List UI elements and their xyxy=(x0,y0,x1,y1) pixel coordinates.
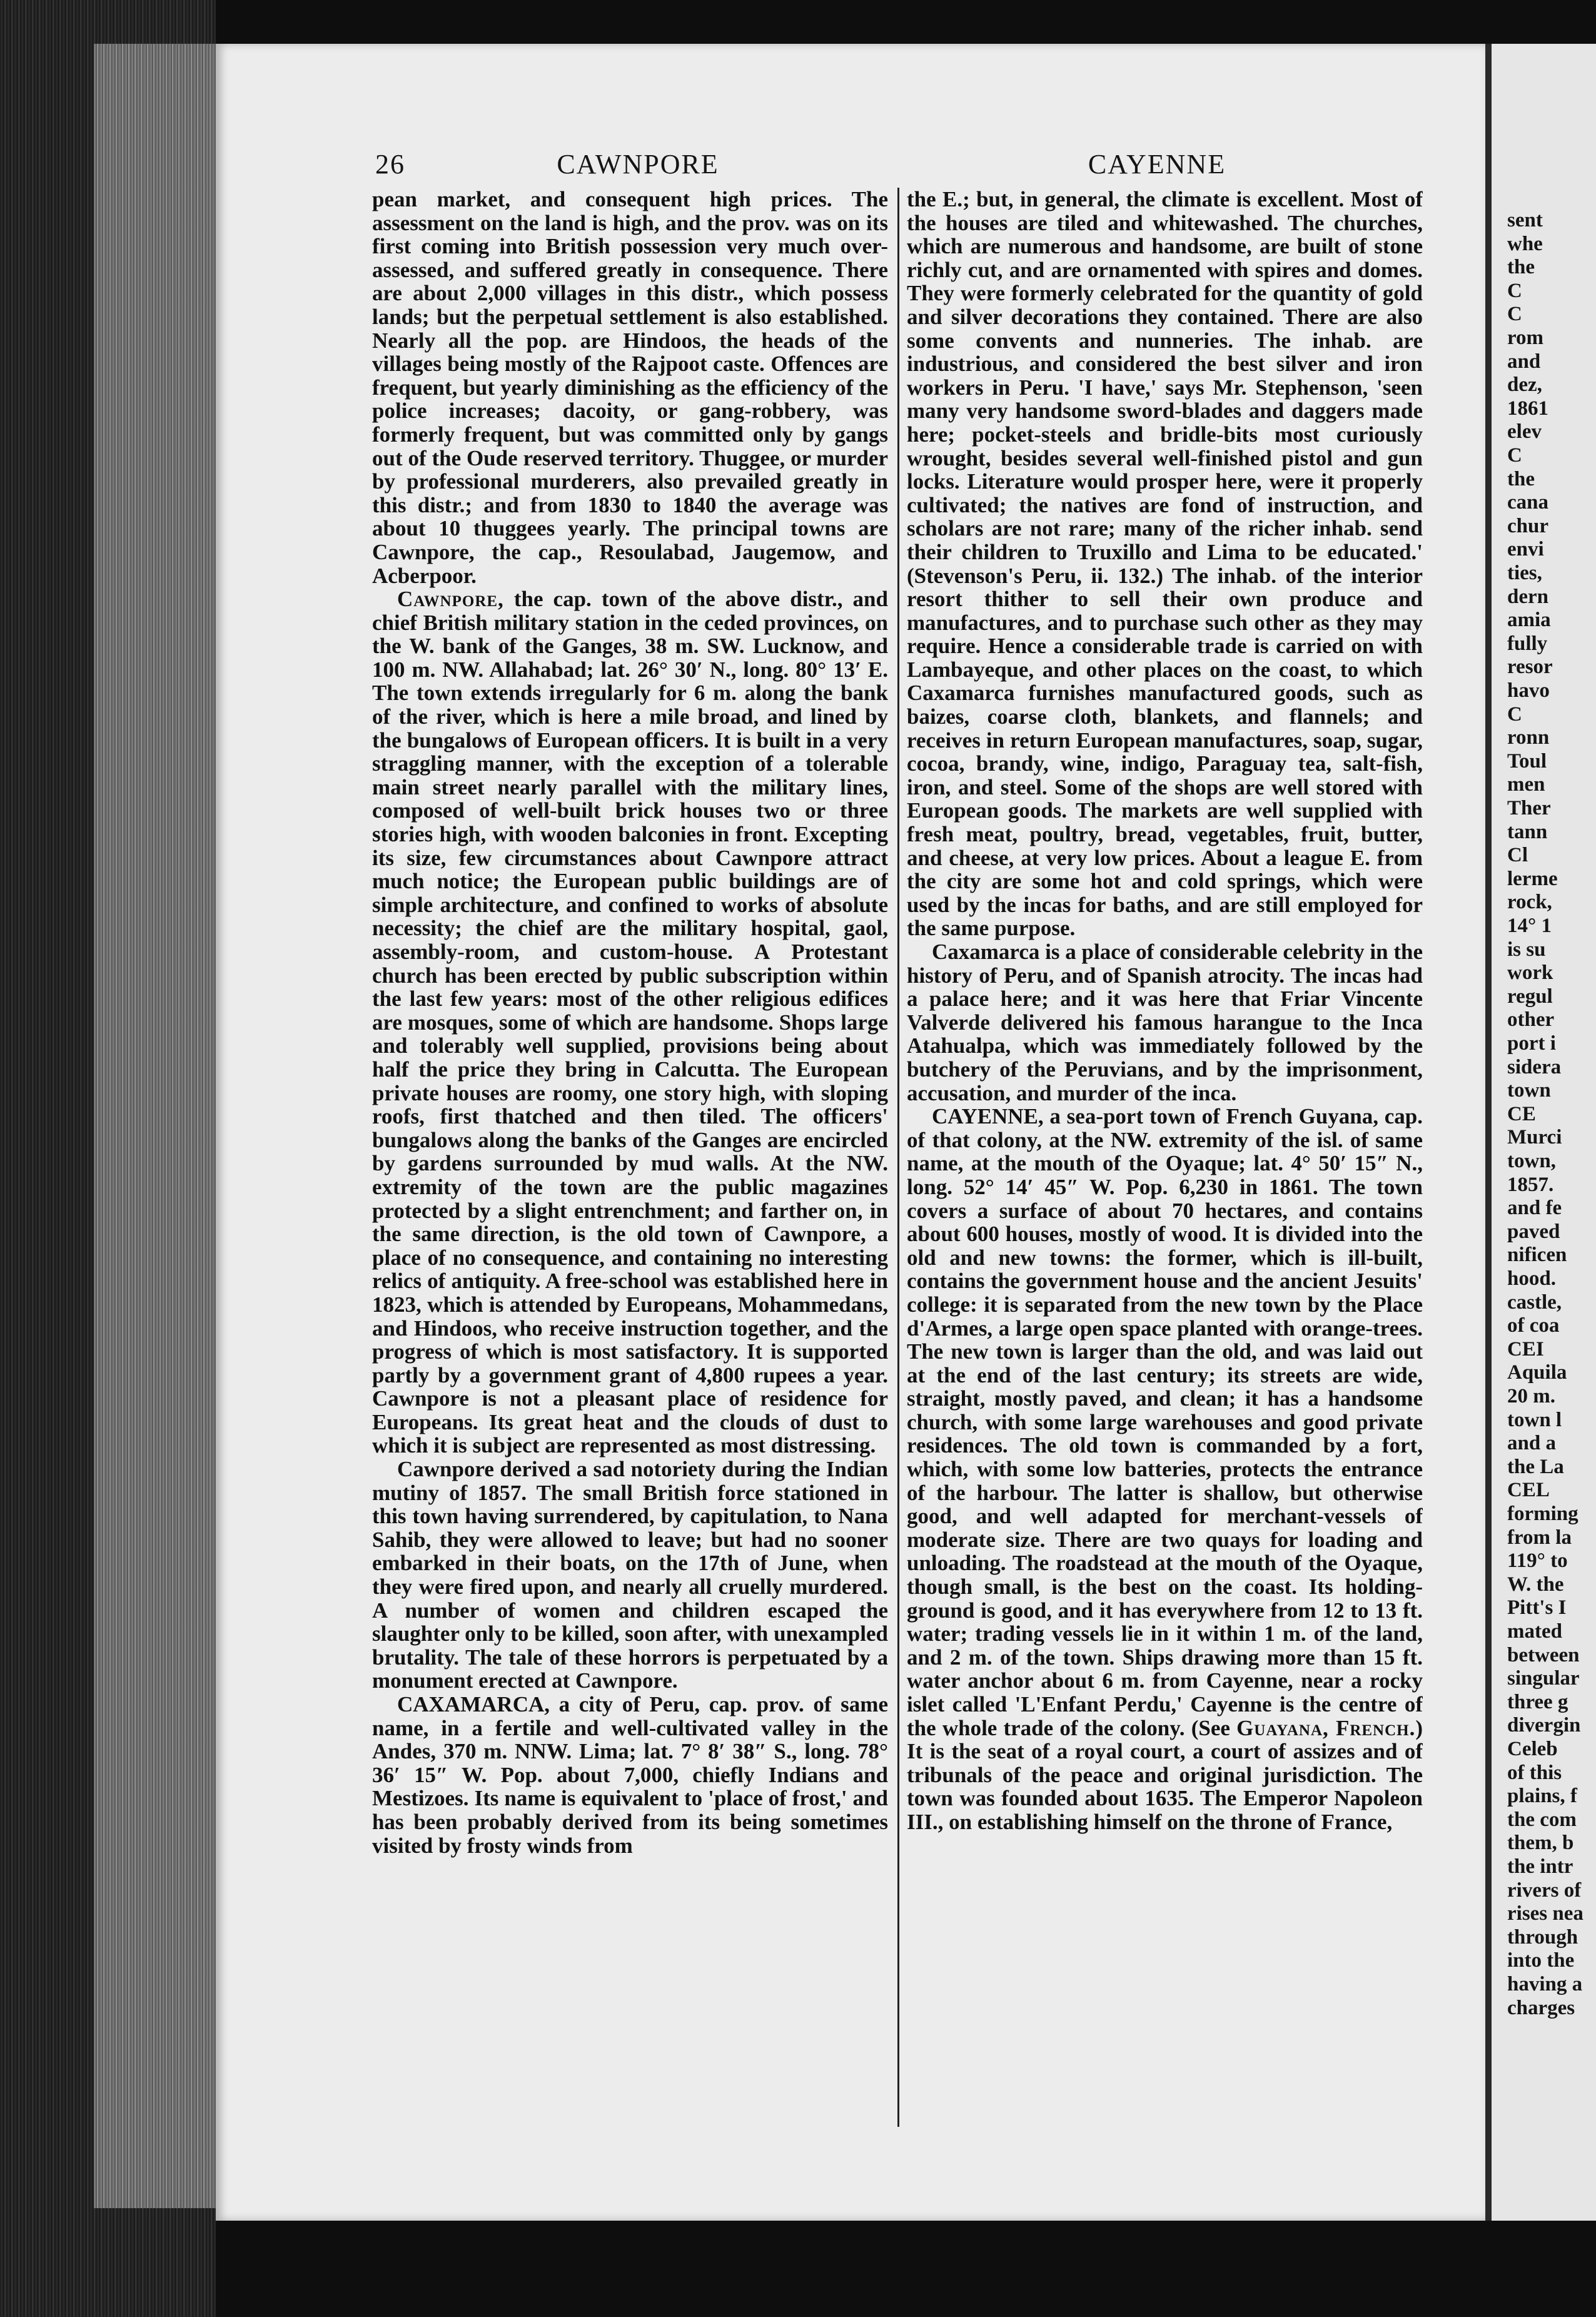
paragraph: CAXAMARCA, a city of Peru, cap. prov. of same name, in a fertile and well-cultivated valley in the Andes, 370 m. NNW. Lima; lat. 7° 8′ 38″ S., long. 78° 36′ 15″ W. Pop. about 7,000, chiefly Indians and Mestizoes. Its name is equivalent to 'place of frost,' and has been probably derived from its being sometimes visited by frosty winds from xyxy=(372,1692,888,1858)
adjacent-page-line: amia xyxy=(1507,609,1551,632)
adjacent-page-line: Murci xyxy=(1507,1126,1562,1149)
adjacent-page-line: from la xyxy=(1507,1526,1572,1549)
adjacent-page-line: of coa xyxy=(1507,1314,1560,1337)
book-edge xyxy=(0,0,216,2317)
adjacent-page-line: whe xyxy=(1507,232,1543,255)
page-stack xyxy=(94,44,216,2208)
adjacent-page-line: forming xyxy=(1507,1503,1578,1525)
adjacent-page-line: sent xyxy=(1507,209,1543,231)
page-number: 26 xyxy=(375,149,405,180)
adjacent-page-line: nificen xyxy=(1507,1244,1567,1267)
adjacent-page-line: work xyxy=(1507,961,1553,985)
adjacent-page-line: CE xyxy=(1507,1102,1536,1125)
paragraph: pean market, and consequent high prices. The assessment on the land is high, and the prov. was on its first coming into British possession very much over-assessed, and suffered greatly in consequence. There are about 2,000 villages in this distr., which possess lands; but the perpetual settlement is also established. Nearly all the pop. are Hindoos, the heads of the villages being mostly of the Rajpoot caste. Offences are frequent, but yearly diminishing as the efficiency of the police increases; dacoity, or gang-robbery, was formerly frequent, but was committed only by gangs out of the Oude reserved territory. Thuggee, or murder by professional murderers, also prevailed greatly in this distr.; and from 1830 to 1840 the average was about 10 thuggees yearly. The principal towns are Cawnpore, the cap., Resoulabad, Jaugemow, and Acberpoor. xyxy=(372,188,888,588)
adjacent-page-line: Pitt's I xyxy=(1507,1596,1567,1620)
adjacent-page-line: three g xyxy=(1507,1690,1568,1713)
adjacent-page-line: 20 m. xyxy=(1507,1385,1555,1407)
adjacent-page-line: town xyxy=(1507,1079,1551,1102)
adjacent-page-line: the intr xyxy=(1507,1855,1573,1878)
adjacent-page-line: 119° to xyxy=(1507,1549,1568,1573)
adjacent-page-line: paved xyxy=(1507,1220,1560,1243)
adjacent-page-line: through xyxy=(1507,1925,1578,1949)
adjacent-page-line: rom xyxy=(1507,327,1544,349)
adjacent-page-line: having a xyxy=(1507,1973,1583,1995)
adjacent-page-line: port i xyxy=(1507,1032,1556,1055)
paragraph-text: CAYENNE, a sea-port town of French Guyana, cap. of that colony, at the NW. extremity of the isl. of same name, at the mouth of the Oyaque; lat. 4° 50′ 15″ N., long. 52° 14′ 45″ W. Pop. 6,230 in 1861. The town covers a surface of about 70 hectares, and contains about 600 houses, mostly of wood. It is divided into the old and new towns: the former, which is ill-built, contains the government house and the ancient Jesuits' college: it is separated from the new town by the Place d'Armes, a large open space planted with orange-trees. The new town is larger than the old, and was laid out at the end of the last century; its streets are wide, straight, mostly paved, and clean; it has a handsome church, with some large warehouses and good private residences. The old town is commanded by a fort, which, with some low batteries, protects the entrance of the harbour. The latter is shallow, but otherwise good, and well adapted for merchant-vessels of moderate size. There are two quays for loading and unloading. The roadstead at the mouth of the Oyaque, though small, is the best on the coast. Its holding-ground is good, and it has everywhere from 12 to 13 ft. water; trading vessels lie in it within 1 m. of the land, and 2 m. of the town. Ships drawing more than 15 ft. water anchor about 6 m. from Cayenne, near a rocky islet called 'L'Enfant Perdu,' Cayenne is the centre of the whole trade of the colony. (See xyxy=(907,1104,1423,1740)
adjacent-page-line: 1861 xyxy=(1507,397,1548,420)
adjacent-page-line: singular xyxy=(1507,1667,1580,1690)
adjacent-page-line: the com xyxy=(1507,1808,1577,1831)
adjacent-page-line: elev xyxy=(1507,420,1542,444)
paragraph xyxy=(372,587,888,1458)
adjacent-page-line: CEI xyxy=(1507,1337,1544,1361)
adjacent-page-line: Cl xyxy=(1507,844,1528,867)
adjacent-page-line: town, xyxy=(1507,1150,1556,1172)
column-rule xyxy=(897,188,899,2127)
adjacent-page-line: the xyxy=(1507,467,1535,490)
adjacent-page-line: resor xyxy=(1507,656,1553,679)
adjacent-page-line: charges xyxy=(1507,1996,1575,2019)
adjacent-page-line: town l xyxy=(1507,1408,1562,1431)
adjacent-page-line: hood. xyxy=(1507,1267,1556,1290)
paragraph: Cawnpore derived a sad notoriety during the Indian mutiny of 1857. The small British force stationed in this town having surrendered, by capitulation, to Nana Sahib, they were allowed to leave; but had no sooner embarked in their boats, on the 17th of June, when they were fired upon, and nearly all cruelly murdered. A number of women and children escaped the slaughter only to be killed, soon after, with unexampled brutality. The tale of these horrors is perpetuated by a monument erected at Cawnpore. xyxy=(372,1457,888,1693)
adjacent-page-line: fully xyxy=(1507,632,1548,655)
adjacent-page-line: 14° 1 xyxy=(1507,915,1552,937)
adjacent-page-line: rock, xyxy=(1507,891,1552,914)
adjacent-page-line: and xyxy=(1507,350,1541,373)
adjacent-page-line: C xyxy=(1507,444,1522,467)
adjacent-page-line: tann xyxy=(1507,820,1548,843)
adjacent-page-line: ties, xyxy=(1507,562,1542,584)
paragraph-text: the cap. town of the above distr., and chief British military station in the ceded provinces, on the W. bank of the Ganges, 38 m. SW. Lucknow, and 100 m. NW. Allahabad; lat. 26° 30′ N., long. 80° 13′ E. The town extends irregularly for 6 m. along the bank of the river, which is here a mile broad, and lined by the bungalows of European officers. It is built in a very straggling manner, with the exception of a tolerable main street nearly parallel with the military lines, composed of well-built brick houses two or three stories high, with wooden balconies in front. Excepting its size, few circumstances about Cawnpore attract much notice; the European public buildings are of simple architecture, and confined to works of absolute necessity; the chief are the military hospital, gaol, assembly-room, and custom-house. A Protestant church has been erected by public subscription within the last few years: most of the other religious edifices are mosques, some of which are handsome. Shops large and tolerably well supplied, provisions being about half the price they bring in Calcutta. The European private houses are roomy, one story high, with sloping roofs, first thatched and then tiled. The officers' bungalows along the banks of the Ganges are encircled by gardens surrounded by mud walls. At the NW. extremity of the town are the public magazines protected by a slight entrenchment; and farther on, in the same direction, is the old town of Cawnpore, a place of no consequence, and containing no interesting relics of antiquity. A free-school was established here in 1823, which is attended by Europeans, Mohammedans, and Hindoos, who receive instruction together, and the progress of which is most satisfactory. It is supported partly by a government grant of 4,800 rupees a year. Cawnpore is not a pleasant place of residence for Europeans. Its great heat and the clouds of dust to which it is subject are represented as most distressing. xyxy=(372,587,888,1458)
adjacent-page-line: is su xyxy=(1507,938,1546,961)
adjacent-page-line: other xyxy=(1507,1008,1555,1032)
paragraph: the E.; but, in general, the climate is excellent. Most of the houses are tiled and whitewashed. The churches, which are numerous and handsome, are built of stone richly cut, and are ornamented with spires and domes. They were formerly celebrated for the quantity of gold and silver decorations they contained. There are also some convents and nunneries. The inhab. are industrious, and considered the best silver and iron workers in Peru. 'I have,' says Mr. Stephenson, 'seen many very handsome sword-blades and daggers made here; pocket-steels and bridle-bits most curiously wrought, besides several well-finished pistol and gun locks. Literature would prosper here, were it properly cultivated; the natives are fond of instruction, and scholars are not rare; many of the richer inhab. send their children to Truxillo and Lima to be educated.' (Stevenson's Peru, ii. 132.) The inhab. of the interior resort thither to sell their own produce and manufactures, and to purchase such other as they may require. Hence a considerable trade is carried on with Lambayeque, and other places on the coast, to which Caxamarca furnishes manufactured goods, such as baizes, coarse cloth, blankets, and flannels; and receives in return European manufactures, soap, sugar, cocoa, brandy, wine, indigo, Paraguay tea, salt-fish, iron, and steel. Some of the shops are well stored with European goods. The markets are well supplied with fresh meat, poultry, bread, vegetables, fruit, butter, and cheese, at very low prices. About a league E. from the city are some hot and cold springs, which were used by the incas for baths, and are still employed for the same purpose. xyxy=(907,188,1423,941)
adjacent-page-line: castle, xyxy=(1507,1290,1562,1314)
adjacent-page-line: Toul xyxy=(1507,749,1547,773)
adjacent-page-line: and fe xyxy=(1507,1197,1562,1220)
adjacent-page-line: envi xyxy=(1507,538,1544,561)
adjacent-page-line: Ther xyxy=(1507,797,1551,819)
adjacent-page-line: divergin xyxy=(1507,1714,1581,1737)
paragraph: Caxamarca is a place of considerable celebrity in the history of Peru, and of Spanish atrocity. The incas had a palace here; and it was here that Friar Vincente Valverde delivered his famous harangue to the Inca Atahualpa, which was immediately followed by the butchery of the Peruvians, and by the imprisonment, accusation, and murder of the inca. xyxy=(907,940,1423,1105)
adjacent-page-fragment xyxy=(1492,44,1596,2221)
adjacent-page-line: sidera xyxy=(1507,1055,1562,1078)
running-head-left: CAWNPORE xyxy=(557,149,719,180)
adjacent-page-line: C xyxy=(1507,702,1522,726)
left-column xyxy=(372,188,888,2127)
adjacent-page-line: chur xyxy=(1507,514,1548,537)
adjacent-page-line: mated xyxy=(1507,1620,1562,1643)
adjacent-page-line: havo xyxy=(1507,679,1550,702)
adjacent-page-line: rivers of xyxy=(1507,1878,1582,1902)
entry-headword: Cawnpore, xyxy=(397,587,504,612)
adjacent-page-line: the xyxy=(1507,256,1535,279)
paragraph-text: ) It is the seat of a royal court, a court of assizes and of tribunals of the peace and original jurisdiction. The town was founded about 1635. The Emperor Napoleon III., on establishing himself on the throne of France, xyxy=(907,1715,1423,1834)
adjacent-page-line: and a xyxy=(1507,1432,1556,1455)
adjacent-page-line: regul xyxy=(1507,985,1553,1008)
cross-reference: Guayana, French. xyxy=(1236,1715,1416,1740)
adjacent-page-line: of this xyxy=(1507,1761,1562,1784)
adjacent-page-line: W. the xyxy=(1507,1573,1564,1596)
adjacent-page-line: Aquila xyxy=(1507,1361,1567,1384)
adjacent-page-line: Celeb xyxy=(1507,1738,1558,1760)
right-column xyxy=(907,188,1423,2127)
adjacent-page-line: them, b xyxy=(1507,1832,1574,1855)
adjacent-page-line: into the xyxy=(1507,1949,1575,1972)
paragraph xyxy=(907,1105,1423,1833)
adjacent-page-line: dez, xyxy=(1507,373,1542,397)
adjacent-page-line: C xyxy=(1507,303,1522,326)
adjacent-page-line: CEL xyxy=(1507,1479,1550,1502)
adjacent-page-line: the La xyxy=(1507,1455,1564,1478)
adjacent-page-line: cana xyxy=(1507,491,1548,514)
adjacent-page-line: ronn xyxy=(1507,726,1550,749)
adjacent-page-line: men xyxy=(1507,773,1545,796)
adjacent-page-line: between xyxy=(1507,1643,1580,1666)
running-head-right: CAYENNE xyxy=(1088,149,1226,180)
adjacent-page-line: rises nea xyxy=(1507,1902,1583,1925)
adjacent-page-line: lerme xyxy=(1507,867,1558,890)
adjacent-page-line: 1857. xyxy=(1507,1173,1554,1196)
adjacent-page-line: plains, f xyxy=(1507,1785,1577,1808)
adjacent-page-line: dern xyxy=(1507,585,1548,608)
adjacent-page-line: C xyxy=(1507,279,1522,302)
